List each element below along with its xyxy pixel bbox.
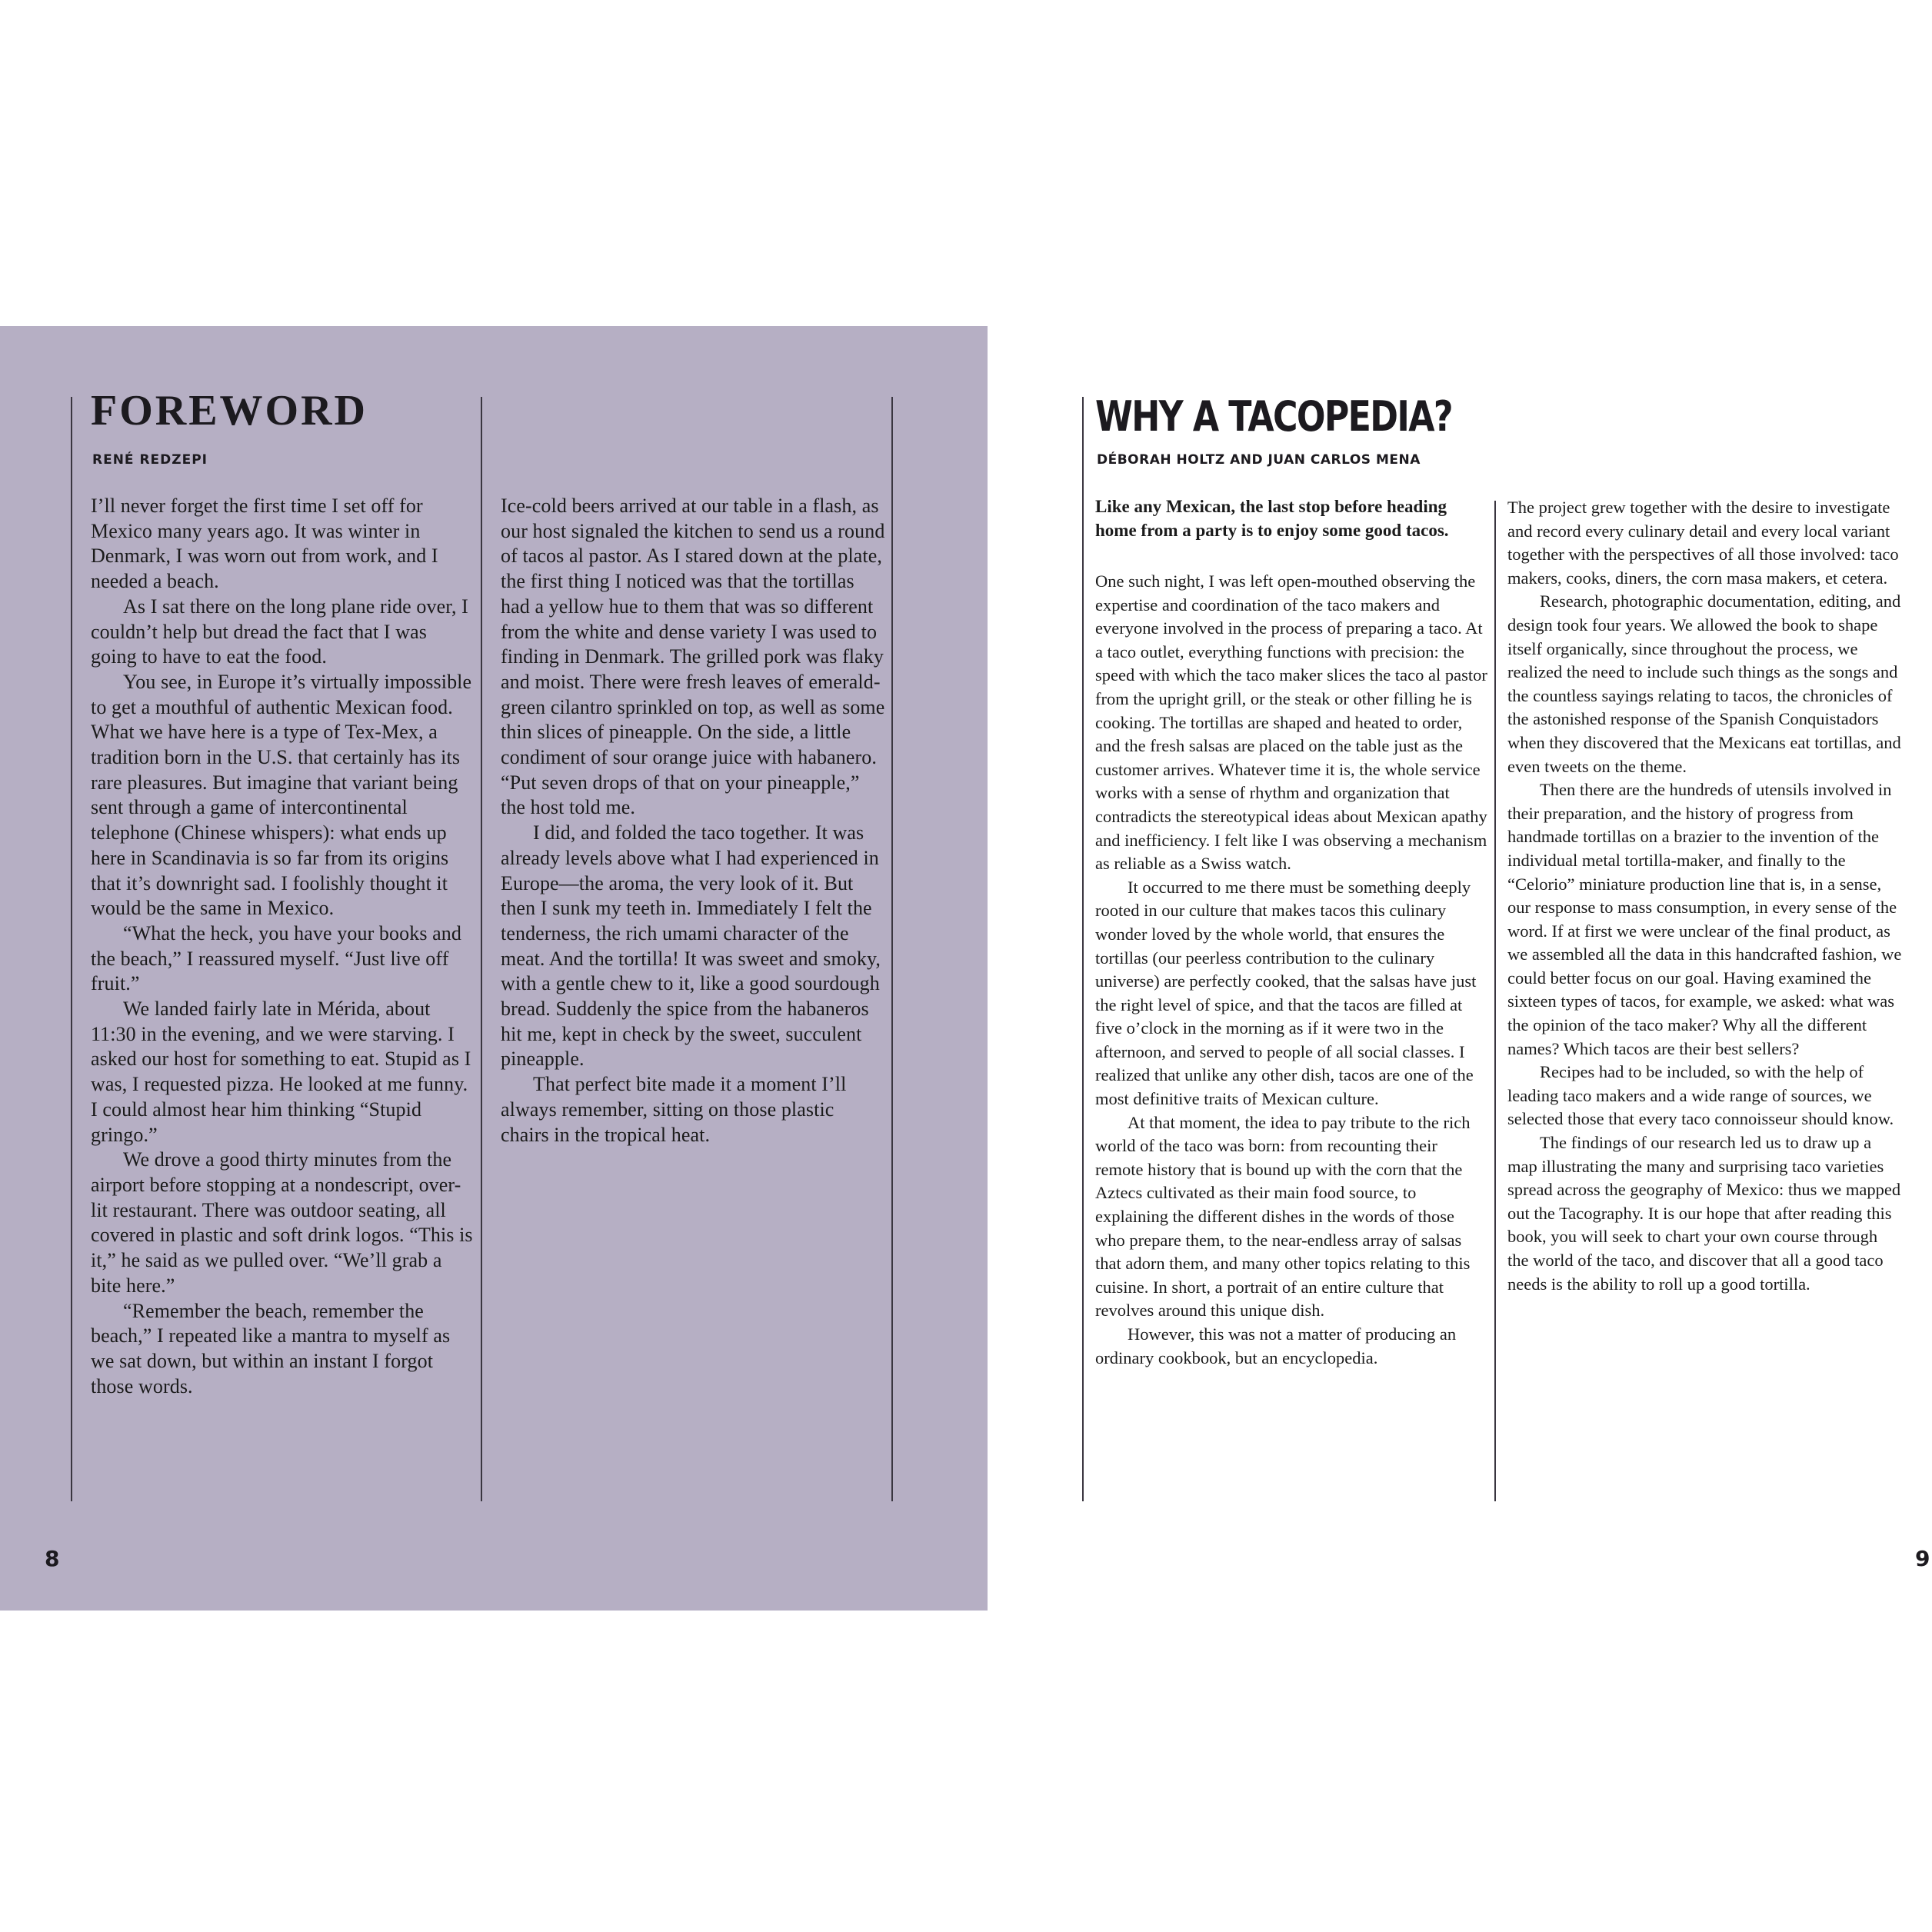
column-rule (1082, 397, 1084, 1501)
column-rule (481, 397, 482, 1501)
paragraph: “What the heck, you have your books and the beach,” I reassured myself. “Just live off fruit.” (91, 921, 461, 995)
paragraph: I’ll never forget the first time I set off for Mexico many years ago. It was winter in Denmark, I was worn out from work, and I needed a beach. (91, 495, 438, 593)
tacopedia-authors: DÉBORAH HOLTZ AND JUAN CARLOS MENA (1097, 452, 1421, 468)
lead-paragraph: Like any Mexican, the last stop before heading home from a party is to enjoy some good tacos. (1095, 497, 1449, 540)
foreword-column-1 (91, 494, 475, 1399)
paragraph: Recipes had to be included, so with the help of leading taco makers and a wide range of sources, we selected those that every taco connoisseur should know. (1507, 1062, 1894, 1129)
page-number-right: 9 (1915, 1546, 1930, 1571)
paragraph: That perfect bite made it a moment I’ll always remember, sitting on those plastic chairs in the tropical heat. (501, 1073, 847, 1146)
paragraph: We drove a good thirty minutes from the airport before stopping at a nondescript, over-lit restaurant. There was outdoor seating, all covered in plastic and soft drink logos. “This is it,” he said as we pulled over. “We’ll grab a bite here.” (91, 1148, 473, 1297)
tacopedia-title: WHY A TACOPEDIA? (1095, 392, 1452, 441)
paragraph: However, this was not a matter of producing an ordinary cookbook, but an encyclopedia. (1095, 1324, 1457, 1367)
paragraph: One such night, I was left open-mouthed observing the expertise and coordination of the taco makers and everyone involved in the process of preparing a taco. At a taco outlet, everything functions with precision: the speed with which the taco maker slices the taco al pastor from the upright grill, or the steak or other filling he is cooking. The tortillas are shaped and heated to order, and the fresh salsas are placed on the table just as the customer arrives. Whatever time it is, the whole service works with a sense of rhythm and organization that contradicts the stereotypical ideas about Mexican apathy and inefficiency. I felt like I was observing a mechanism as reliable as a Swiss watch. (1095, 571, 1487, 874)
column-rule (891, 397, 893, 1501)
paragraph: “Remember the beach, remember the beach,” I repeated like a mantra to myself as we sat down, but within an instant I forgot those words. (91, 1299, 451, 1397)
paragraph: It occurred to me there must be something deeply rooted in our culture that makes tacos this culinary wonder loved by the whole world, that ensures the tortillas (our peerless contribution to the culinary universe) are perfectly cooked, that the salsas have just the right level of spice, and that the tacos are filled at five o’clock in the morning as if it were two in the afternoon, and served to people of all social classes. I realized that unlike any other dish, tacos are one of the most definitive traits of Mexican culture. (1095, 877, 1477, 1109)
paragraph: The findings of our research led us to draw up a map illustrating the many and surprising taco varieties spread across the geography of Mexico: thus we mapped out the Tacography. It is our hope that after reading this book, you will seek to chart your own course through the world of the taco, and discover that all a good taco needs is the ability to roll up a good tortilla. (1507, 1133, 1901, 1294)
paragraph: Ice-cold beers arrived at our table in a flash, as our host signaled the kitchen to send us a round of tacos al pastor. As I stared down at the plate, the first thing I noticed was that the tortillas had a yellow hue to them that was so different from the white and dense variety I was used to finding in Denmark. The grilled pork was flaky and moist. There were fresh leaves of emerald-green cilantro sprinkled on top, as well as some thin slices of pineapple. On the side, a little condiment of sour orange juice with habanero. “Put seven drops of that on your pineapple,” the host told me. (501, 495, 885, 819)
paragraph: At that moment, the idea to pay tribute to the rich world of the taco was born: from recounting their remote history that is bound up with the corn that the Aztecs cultivated as their main food source, to explaining the different dishes in the words of those who prepare them, to the near-endless array of salsas that adorn them, and many other topics relating to this cuisine. In short, a portrait of an entire culture that revolves around this unique dish. (1095, 1112, 1471, 1321)
foreword-author: RENÉ REDZEPI (92, 452, 208, 468)
paragraph: I did, and folded the taco together. It was already levels above what I had experienced in Europe—the aroma, the very look of it. But then I sunk my teeth in. Immediately I felt the tenderness, the rich umami character of the meat. And the tortilla! It was sweet and smoky, with a gentle chew to it, like a good sourdough bread. Suddenly the spice from the habaneros hit me, kept in check by the sweet, succulent pineapple. (501, 821, 881, 1071)
foreword-title: FOREWORD (91, 387, 368, 435)
tacopedia-column-2 (1507, 496, 1903, 1296)
paragraph: The project grew together with the desire to investigate and record every culinary detail and every local variant together with the perspectives of all those involved: taco makers, cooks, diners, the corn masa makers, et cetera. (1507, 498, 1899, 588)
paragraph: Then there are the hundreds of utensils involved in their preparation, and the history of progress from handmade tortillas on a brazier to the invention of the individual metal tortilla-maker, and finally to the “Celorio” miniature production line that is, in a sense, our response to mass consumption, in every sense of the word. If at first we were unclear of the final product, as we assembled all the data in this handcrafted fashion, we could better focus on our goal. Having examined the sixteen types of tacos, for example, we asked: what was the opinion of the taco maker? Why all the different names? Which tacos are their best sellers? (1507, 780, 1902, 1058)
paragraph: Research, photographic documentation, editing, and design took four years. We allowed the book to shape itself organically, since throughout the process, we realized the need to include such things as the songs and the countless sayings relating to tacos, the chronicles of the astonished response of the Spanish Conquistadors when they discovered that the Mexicans eat tortillas, and even tweets on the theme. (1507, 591, 1901, 776)
column-rule (1494, 501, 1496, 1501)
page-number-left: 8 (45, 1546, 60, 1571)
paragraph: We landed fairly late in Mérida, about 11:30 in the evening, and we were starving. I asked our host for something to eat. Stupid as I was, I requested pizza. He looked at me funny. I could almost hear him thinking “Stupid gringo.” (91, 998, 471, 1146)
column-rule (71, 397, 72, 1501)
foreword-column-2 (501, 494, 885, 1148)
paragraph: You see, in Europe it’s virtually impossible to get a mouthful of authentic Mexican food. What we have here is a type of Tex-Mex, a tradition born in the U.S. that certainly has its rare pleasures. But imagine that variant being sent through a game of intercontinental telephone (Chinese whispers): what ends up here in Scandinavia is so far from its origins that it’s downright sad. I foolishly thought it would be the same in Mexico. (91, 670, 472, 920)
tacopedia-column-1 (1095, 495, 1487, 1370)
paragraph: As I sat there on the long plane ride over, I couldn’t help but dread the fact that I was going to have to eat the food. (91, 595, 468, 668)
